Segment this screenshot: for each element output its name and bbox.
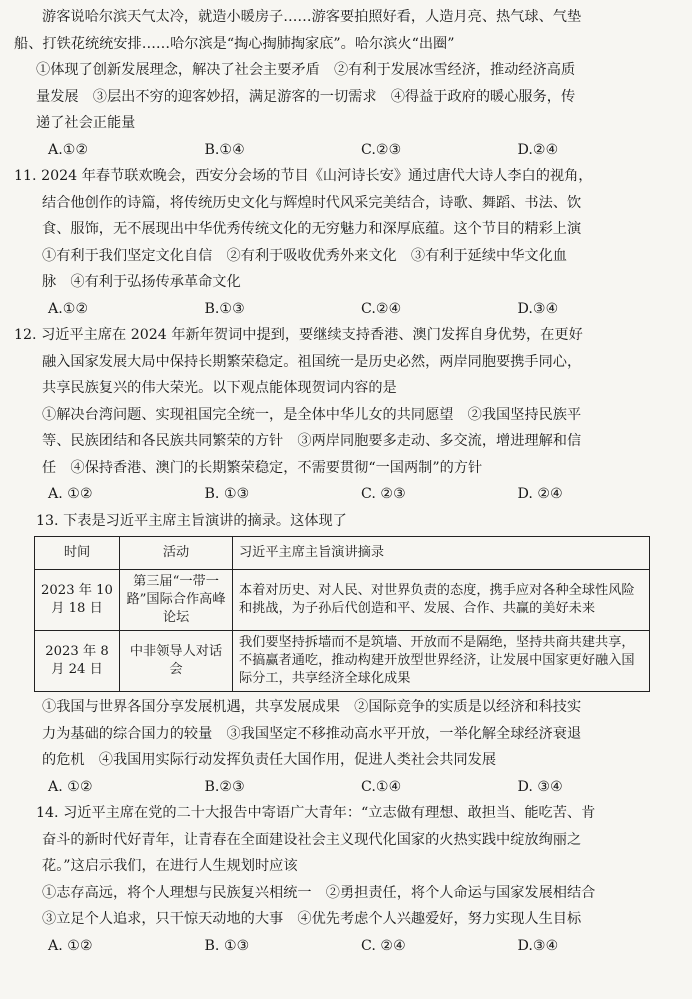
q13-options bbox=[14, 774, 674, 801]
q11-option-d[interactable]: D.③④ bbox=[517, 300, 559, 317]
q10-option-c[interactable]: C.②③ bbox=[361, 141, 402, 158]
question-12 bbox=[14, 322, 674, 508]
q14-stem-line: 14. 习近平主席在党的二十大报告中寄语广大青年：“立志做有理想、敢担当、能吃苦、肯 bbox=[36, 805, 596, 821]
q11-option-a[interactable]: A.①② bbox=[48, 300, 89, 317]
q11-option-b[interactable]: B.①③ bbox=[204, 300, 245, 317]
q13-choice-line: ①我国与世界各国分享发展机遇，共享发展成果 ②国际竞争的实质是以经济和科技实 bbox=[42, 699, 582, 715]
q11-stem-line: 食、服饰，无不展现出中华优秀传统文化的无穷魅力和深厚底蕴。这个节目的精彩上演 bbox=[42, 221, 582, 237]
q10-stem-line: 游客说哈尔滨天气太冷，就造小暖房子……游客要拍照好看，人造月亮、热气球、气垫 bbox=[42, 9, 582, 25]
q10-option-a[interactable]: A.①② bbox=[48, 141, 89, 158]
q13-choice-line: 的危机 ④我国用实际行动发挥负责任大国作用，促进人类社会共同发展 bbox=[42, 752, 497, 768]
q14-choice-line: ③立足个人追求，只干惊天动地的大事 ④优先考虑个人兴趣爱好，努力实现人生目标 bbox=[42, 911, 582, 927]
q12-stem-line: 融入国家发展大局中保持长期繁荣稳定。祖国统一是历史必然，两岸同胞要携手同心， bbox=[42, 353, 582, 370]
q12-option-b[interactable]: B. ①③ bbox=[204, 486, 250, 502]
q14-option-c[interactable]: C. ②④ bbox=[361, 937, 406, 954]
q12-option-a[interactable]: A. ①② bbox=[48, 486, 93, 502]
q13-choice-line: 力为基础的综合国力的较量 ③我国坚定不移推动高水平开放，一举化解全球经济衰退 bbox=[42, 725, 582, 742]
q14-options bbox=[14, 933, 674, 960]
table-row bbox=[35, 631, 650, 692]
q11-stem-line: 11. 2024 年春节联欢晚会，西安分会场的节目《山河诗长安》通过唐代大诗人李白的视角， bbox=[14, 168, 593, 184]
speech-excerpt-table bbox=[34, 536, 650, 692]
q12-choice-line: ①解决台湾问题、实现祖国完全统一，是全体中华儿女的共同愿望 ②我国坚持民族平 bbox=[42, 406, 582, 423]
q12-option-c[interactable]: C. ②③ bbox=[361, 486, 406, 502]
q11-option-c[interactable]: C.②④ bbox=[361, 300, 402, 317]
q10-stem-line: 船、打铁花统统安排……哈尔滨是“掏心掏肺掏家底”。哈尔滨火“出圈” bbox=[14, 35, 455, 52]
question-14 bbox=[14, 800, 674, 959]
question-11 bbox=[14, 163, 674, 322]
q12-option-d[interactable]: D. ②④ bbox=[517, 486, 563, 502]
table-row bbox=[35, 570, 650, 631]
q10-option-d[interactable]: D.②④ bbox=[517, 141, 559, 158]
q11-choice-line: ①有利于我们坚定文化自信 ②有利于吸收优秀外来文化 ③有利于延续中华文化血 bbox=[42, 247, 567, 264]
q11-options bbox=[14, 296, 674, 323]
q11-choice-line: 脉 ④有利于弘扬传承革命文化 bbox=[42, 274, 241, 290]
table-cell-activity: 中非领导人对话会 bbox=[120, 631, 233, 692]
q13-option-b[interactable]: B.②③ bbox=[204, 778, 245, 795]
question-10-tail bbox=[14, 4, 674, 163]
q14-option-a[interactable]: A. ①② bbox=[48, 937, 93, 954]
table-cell-activity: 第三届“一带一路”国际合作高峰论坛 bbox=[120, 570, 233, 631]
q14-option-b[interactable]: B. ①③ bbox=[204, 937, 250, 954]
question-13 bbox=[14, 508, 674, 801]
table-header-row bbox=[35, 537, 650, 570]
q12-options bbox=[14, 481, 674, 508]
q13-option-a[interactable]: A. ①② bbox=[48, 778, 93, 795]
q14-stem-line: 花。”这启示我们，在进行人生规划时应该 bbox=[42, 858, 298, 874]
q14-stem-line: 奋斗的新时代好青年，让青春在全面建设社会主义现代化国家的火热实践中绽放绚丽之 bbox=[42, 831, 582, 848]
table-cell-time: 2023 年 8 月 24 日 bbox=[35, 631, 120, 692]
q14-choice-line: ①志存高远，将个人理想与民族复兴相统一 ②勇担责任，将个人命运与国家发展相结合 bbox=[42, 884, 596, 901]
q10-choice-line: 递了社会正能量 bbox=[36, 115, 136, 131]
q10-option-b[interactable]: B.①④ bbox=[204, 141, 245, 158]
q11-stem-line: 结合他创作的诗篇，将传统历史文化与辉煌时代风采完美结合，诗歌、舞蹈、书法、饮 bbox=[42, 194, 582, 211]
q12-stem-line: 共享民族复兴的伟大荣光。以下观点能体现贺词内容的是 bbox=[42, 380, 397, 396]
table-cell-excerpt: 我们要坚持拆墙而不是筑墙、开放而不是隔绝，坚持共商共建共享，不搞赢者通吃，推动构建开放型世界经济，让发展中国家更好融入国际分工，共享经济全球化成果 bbox=[233, 631, 650, 692]
q14-option-d[interactable]: D.③④ bbox=[517, 937, 559, 954]
q12-choice-line: 任 ④保持香港、澳门的长期繁荣稳定，不需要贯彻“一国两制”的方针 bbox=[42, 459, 483, 476]
q13-option-c[interactable]: C.①④ bbox=[361, 778, 402, 795]
q10-options bbox=[14, 137, 674, 164]
q13-stem: 13. 下表是习近平主席主旨演讲的摘录。这体现了 bbox=[36, 512, 347, 529]
q13-option-d[interactable]: D. ③④ bbox=[517, 778, 563, 795]
table-cell-time: 2023 年 10 月 18 日 bbox=[35, 570, 120, 631]
q10-choice-line: 量发展 ③层出不穷的迎客妙招，满足游客的一切需求 ④得益于政府的暖心服务，传 bbox=[36, 88, 576, 105]
q12-stem-line: 12. 习近平主席在 2024 年新年贺词中提到，要继续支持香港、澳门发挥自身优势，在更好 bbox=[14, 327, 583, 343]
q12-choice-line: 等、民族团结和各民族共同繁荣的方针 ③两岸同胞要多走动、多交流，增进理解和信 bbox=[42, 433, 582, 449]
table-header-activity: 活动 bbox=[120, 537, 233, 570]
table-cell-excerpt: 本着对历史、对人民、对世界负责的态度，携手应对各种全球性风险和挑战，为子孙后代创造和平、发展、合作、共赢的美好未来 bbox=[233, 570, 650, 631]
table-header-time: 时间 bbox=[35, 537, 120, 570]
table-header-excerpt: 习近平主席主旨演讲摘录 bbox=[233, 537, 650, 570]
q10-choice-line: ①体现了创新发展理念，解决了社会主要矛盾 ②有利于发展冰雪经济，推动经济高质 bbox=[36, 62, 576, 78]
